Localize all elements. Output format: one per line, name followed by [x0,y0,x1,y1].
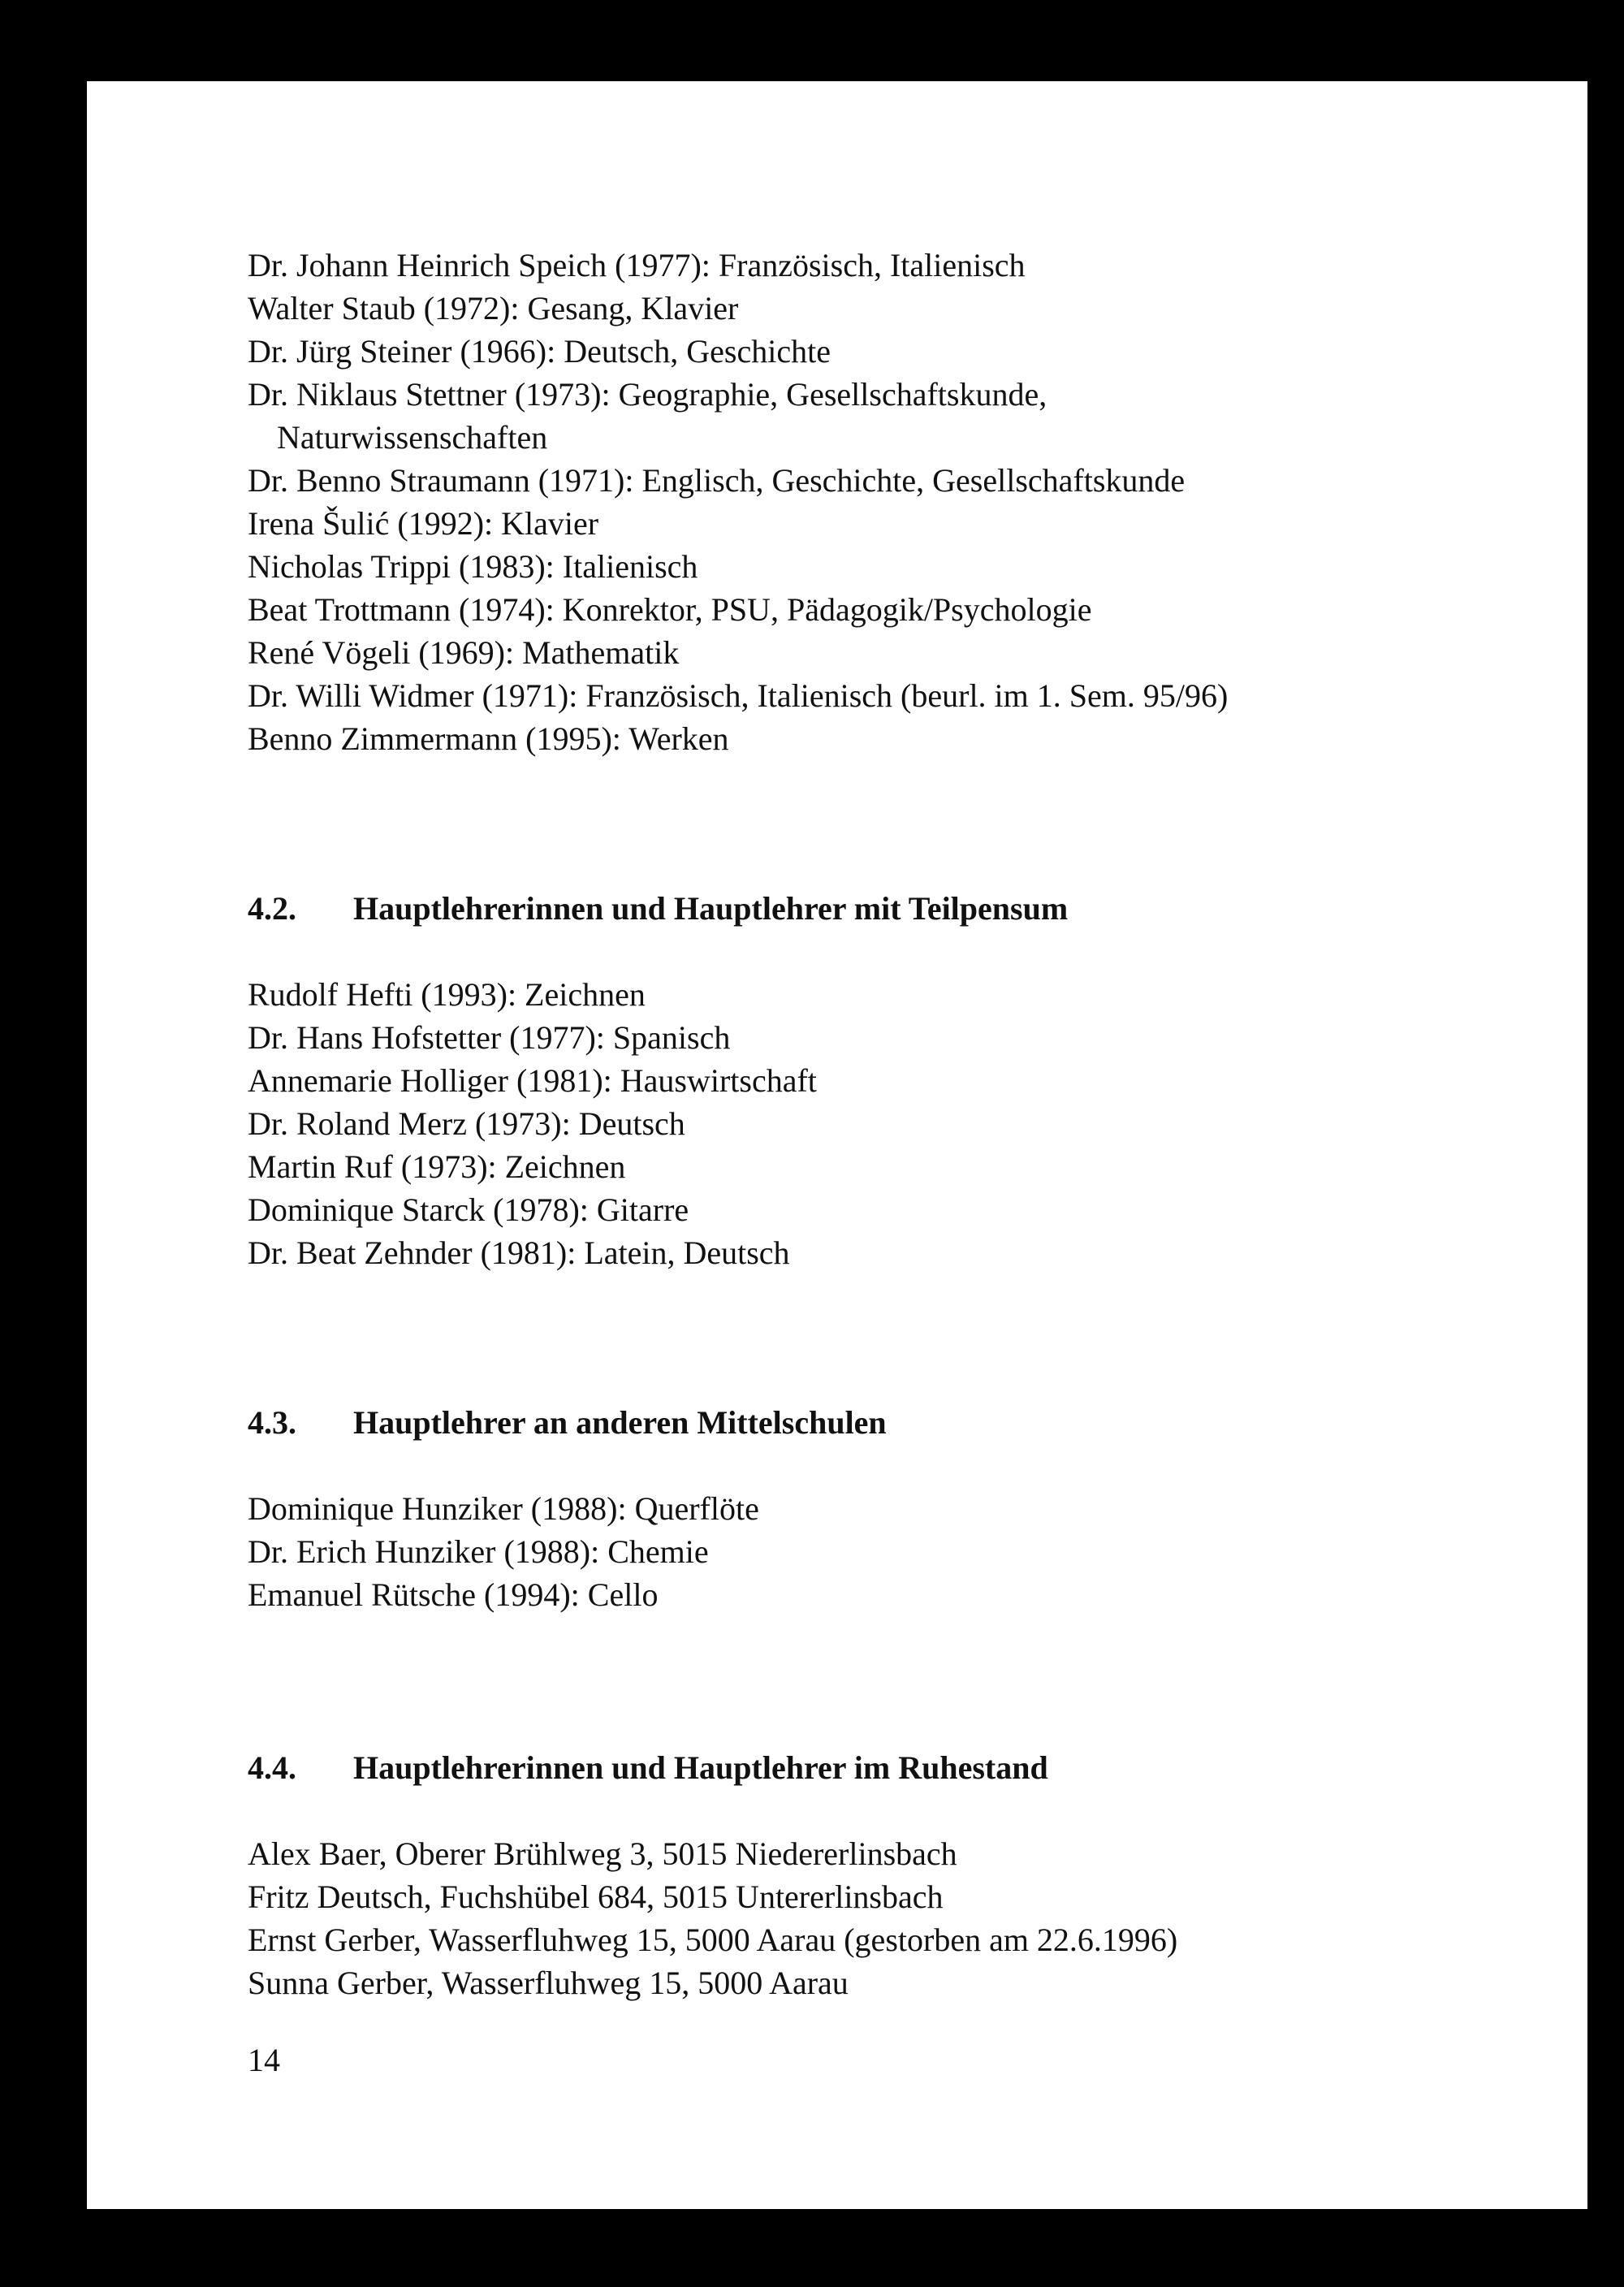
list-item: Dr. Roland Merz (1973): Deutsch [248,1105,685,1142]
section-title: Hauptlehrerinnen und Hauptlehrer im Ruhestand [353,1749,1048,1786]
list-item: Dr. Beat Zehnder (1981): Latein, Deutsch [248,1234,790,1271]
list-item: Annemarie Holliger (1981): Hauswirtschaft [248,1062,817,1099]
list-item: Dominique Hunziker (1988): Querflöte [248,1490,759,1527]
document-page [87,81,1587,2209]
list-item: Dr. Hans Hofstetter (1977): Spanisch [248,1019,731,1056]
list-item: Alex Baer, Oberer Brühlweg 3, 5015 Niedererlinsbach [248,1835,957,1872]
list-item: Irena Šulić (1992): Klavier [248,505,599,542]
list-item: Walter Staub (1972): Gesang, Klavier [248,290,739,326]
list-item: Dr. Johann Heinrich Speich (1977): Französisch, Italienisch [248,247,1026,283]
section-4-4-list [248,1832,1547,2004]
section-number: 4.3. [248,1404,296,1441]
section-number: 4.2. [248,890,296,927]
list-item: Emanuel Rütsche (1994): Cello [248,1576,659,1613]
list-item: Rudolf Hefti (1993): Zeichnen [248,976,646,1013]
section-heading-4-4 [248,1746,1048,1789]
section-title: Hauptlehrerinnen und Hauptlehrer mit Teilpensum [353,890,1069,927]
section-4-3-list [248,1487,1547,1616]
list-item: Dr. Niklaus Stettner (1973): Geographie, Gesellschaftskunde, [248,376,1047,413]
list-item: Dr. Jürg Steiner (1966): Deutsch, Geschichte [248,333,831,370]
section-heading-4-2 [248,887,1068,930]
page-number: 14 [248,2042,280,2078]
list-item: Dominique Starck (1978): Gitarre [248,1191,689,1228]
list-item: Martin Ruf (1973): Zeichnen [248,1148,626,1185]
list-item: Dr. Benno Straumann (1971): Englisch, Geschichte, Gesellschaftskunde [248,462,1186,499]
list-item: Dr. Erich Hunziker (1988): Chemie [248,1533,709,1570]
list-item: Dr. Willi Widmer (1971): Französisch, Italienisch (beurl. im 1. Sem. 95/96) [248,677,1229,714]
list-item: Benno Zimmermann (1995): Werken [248,720,729,757]
section-number: 4.4. [248,1749,296,1786]
section-heading-4-3 [248,1401,887,1444]
section-4-2-list [248,973,1547,1274]
list-item: René Vögeli (1969): Mathematik [248,634,680,671]
list-item-continuation: Naturwissenschaften [277,419,548,456]
list-item: Nicholas Trippi (1983): Italienisch [248,548,698,585]
staff-list-continued [248,244,1547,760]
list-item: Ernst Gerber, Wasserfluhweg 15, 5000 Aarau (gestorben am 22.6.1996) [248,1922,1178,1958]
list-item: Fritz Deutsch, Fuchshübel 684, 5015 Untererlinsbach [248,1878,944,1915]
list-item: Beat Trottmann (1974): Konrektor, PSU, Pädagogik/Psychologie [248,591,1092,628]
list-item: Sunna Gerber, Wasserfluhweg 15, 5000 Aarau [248,1965,849,2001]
section-title: Hauptlehrer an anderen Mittelschulen [353,1404,887,1441]
